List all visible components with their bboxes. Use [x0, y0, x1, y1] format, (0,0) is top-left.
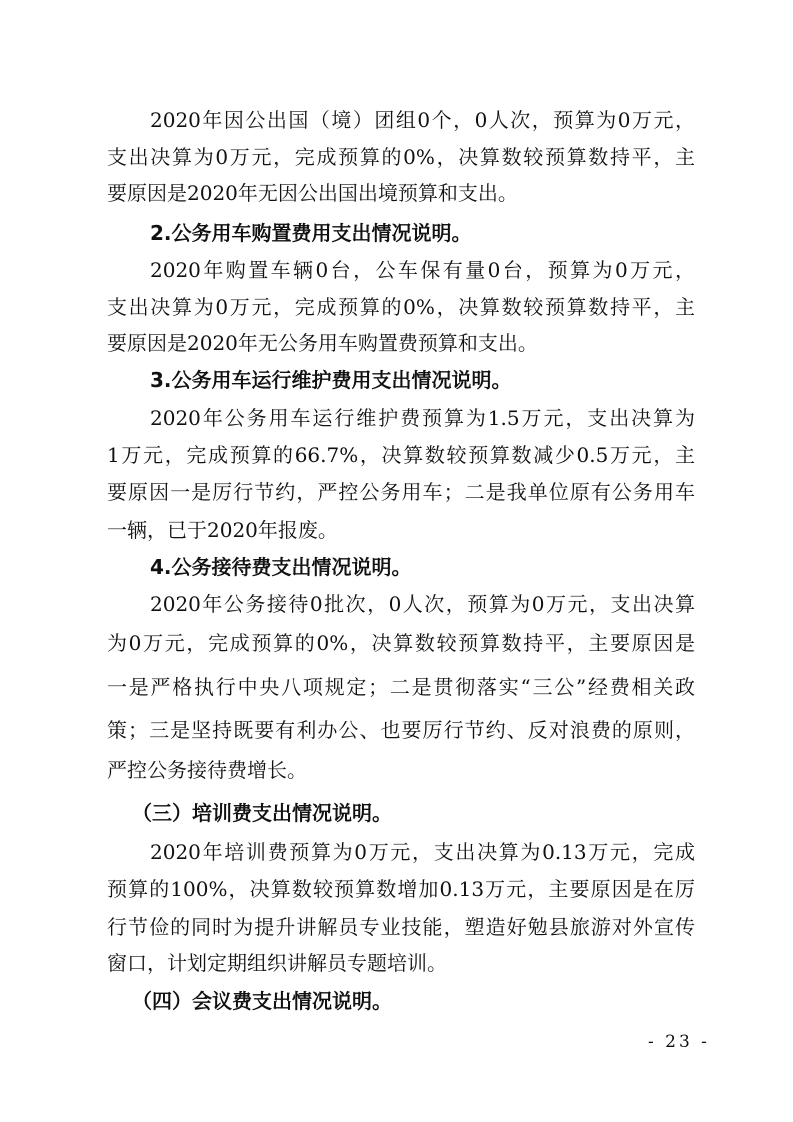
paragraph-line: 策；三是坚持既要有利办公、也要厉行节约、反对浪费的原则，: [107, 718, 695, 742]
paragraph-line: 预算的100%，决算数较预算数增加0.13万元，主要原因是在厉: [107, 877, 695, 901]
paragraph-line: 2020年公务接待0批次，0人次，预算为0万元，支出决算: [150, 592, 695, 616]
paragraph-line: 2020年购置车辆0台，公车保有量0台，预算为0万元，: [150, 258, 695, 282]
paragraph-line: 要原因一是厉行节约，严控公务用车；二是我单位原有公务用车: [107, 480, 695, 504]
paragraph-line: 一辆，已于2020年报废。: [107, 518, 338, 542]
paragraph-line: 支出决算为0万元，完成预算的0%，决算数较预算数持平，主: [107, 145, 695, 169]
page-number: - 23 -: [648, 1032, 710, 1052]
paragraph-line: 2020年因公出国（境）团组0个，0人次，预算为0万元，: [150, 108, 695, 132]
paragraph-line: 要原因是2020年无因公出国出境预算和支出。: [107, 181, 518, 205]
paragraph-line: 一是严格执行中央八项规定；二是贯彻落实“三公”经费相关政: [107, 675, 695, 699]
paragraph-line: 要原因是2020年无公务用车购置费预算和支出。: [107, 331, 538, 355]
section-heading: （三）培训费支出情况说明。: [132, 801, 392, 825]
section-heading: 2.公务用车购置费用支出情况说明。: [150, 221, 472, 245]
section-heading: 4.公务接待费支出情况说明。: [150, 555, 412, 579]
paragraph-line: 为0万元，完成预算的0%，决算数较预算数持平，主要原因是: [107, 631, 695, 655]
paragraph-line: 2020年培训费预算为0万元，支出决算为0.13万元，完成: [150, 840, 695, 864]
section-heading: 3.公务用车运行维护费用支出情况说明。: [150, 368, 512, 392]
section-heading: （四）会议费支出情况说明。: [132, 989, 392, 1013]
paragraph-line: 支出决算为0万元，完成预算的0%，决算数较预算数持平，主: [107, 295, 695, 319]
paragraph-line: 1万元，完成预算的66.7%，决算数较预算数减少0.5万元，主: [107, 443, 695, 467]
paragraph-line: 严控公务接待费增长。: [107, 758, 307, 782]
paragraph-line: 2020年公务用车运行维护费预算为1.5万元，支出决算为: [150, 406, 695, 430]
paragraph-line: 行节俭的同时为提升讲解员专业技能，塑造好勉县旅游对外宣传: [107, 915, 695, 939]
paragraph-line: 窗口，计划定期组织讲解员专题培训。: [107, 951, 447, 975]
